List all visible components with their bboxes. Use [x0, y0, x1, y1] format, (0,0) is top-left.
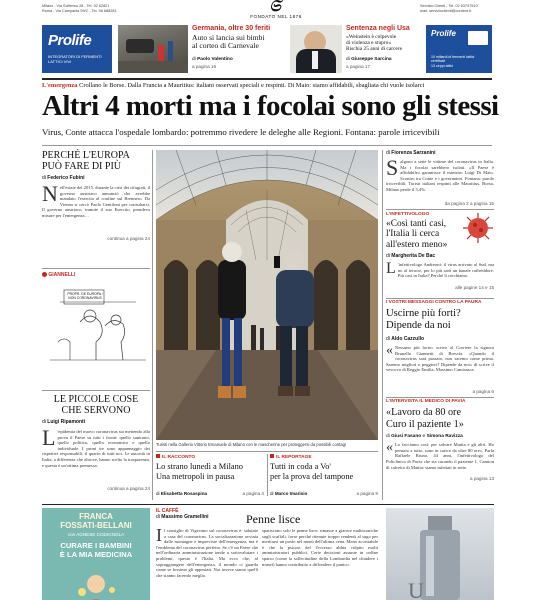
giannelli-cartoon-sign: PROPR. DE EUROPA / NON CORONAVIRUS — [67, 292, 103, 301]
right-divider-3 — [386, 397, 494, 398]
racconto-title: Lo strano lunedì a Milano Una metropoli in pausa — [156, 462, 243, 481]
teaser1-page: a pagina 16 — [192, 64, 217, 69]
teaser2-byline: di Giuseppe Sarcina — [346, 57, 392, 62]
doctor-kicker: L'INTERVISTA IL MEDICO DI PAVIA — [386, 399, 466, 404]
prolife-ad[interactable] — [42, 25, 112, 73]
letters-page: a pagina 6 — [472, 389, 494, 394]
giannelli-cartoon — [50, 282, 146, 364]
letters-body: « Nessuno più forte» scrive al Corriere la signora Brunella Giannetti di Brescia. «Quando il coronavirus sarà passato, non saremo come prima. Saremo migliori o peggiori? Dipende da noi» di scrive il vescovo di Reggio Emilia, Massimo Camisasca. — [386, 345, 494, 373]
letters-story[interactable] — [386, 300, 494, 394]
racconto-kicker: IL RACCONTO — [156, 454, 264, 460]
teaser2-title[interactable]: Sentenza negli Usa — [346, 25, 410, 32]
teaser1-title[interactable]: Germania, oltre 30 feriti — [192, 25, 271, 32]
letters-kicker: I VOSTRI MESSAGGI CONTRO LA PAURA — [386, 300, 482, 305]
perfume-ad[interactable] — [386, 508, 494, 600]
editorial-byline: di Federico Fubini — [42, 175, 85, 181]
bottom-divider — [42, 504, 494, 505]
strap-text: Crollano le Borse. Dalla Francia a Mauritius: italiani osservati speciali e respinti. Di Maio: siamo affidabili, sbagliata chi vuole isolarci — [79, 82, 425, 89]
svg-text:U: U — [408, 578, 424, 600]
teaser1-byline: di Paolo Valentino — [192, 57, 233, 62]
interview-body: L 'infettivologo Andreoni: il virus arrivato al Sud, ma no al terrore, per lo più sarà un banale raffreddore. Più casi in Italia? Perché li cerchiamo. — [386, 262, 494, 279]
book-coauthor: con AGNESE CODIGNOLA — [67, 532, 125, 537]
teaser2-page: a pagina 17 — [346, 64, 371, 69]
editorial-body: Nell'estate del 2015, durante la crisi dei rifugiati, il governo austriaco annunciò che avrebbe mandato l'esercito al confine sul Brennero. Da Vienna si cercò Paolo Gentiloni per consultarsi. Il governo austriaco, tramite il suo Esercito, prendeva misure per l'emergenza… — [42, 185, 150, 218]
doctor-body: « Lo facciamo così: per salvare Mattia e gli altri. Ho pensato a tutto, sono in carico da oltre 80 ore». Parla Raffaele Bruno, 44 anni, l'infettivologo del Policlinico di Pavia che sta curando il paziente 1. Camion di calcetto di Mattia: siamo infettati in sette. — [386, 442, 494, 470]
editorial-title: PERCHÉ L'EUROPA PUÒ FARE DI PIÙ — [42, 150, 130, 172]
racconto-byline: di Elisabetta Rosaspina a pagina 3 — [156, 491, 264, 497]
caffe-header: IL CAFFÈ di Massimo Gramellini — [156, 508, 209, 520]
prolife-tagline: INTEGRATORI DI FERMENTI LATTICI VIVI — [48, 54, 102, 64]
teaser1-photo — [118, 25, 188, 73]
opinion-page: continua a pagina 24 — [107, 486, 150, 491]
doctor-story[interactable] — [386, 399, 494, 481]
giannelli-label: GIANNELLI — [42, 272, 75, 278]
prolife-right-brand: Prolife — [431, 29, 456, 38]
story-racconto[interactable] — [156, 454, 264, 496]
caffe[interactable] — [156, 508, 378, 526]
strap — [42, 82, 494, 90]
interview-byline: di Margherita De Bac — [386, 253, 436, 260]
strap-kicker: L'emergenza — [42, 82, 78, 89]
prolife-ad-right[interactable] — [426, 25, 492, 73]
right-top-byline: di Fiorenza Sarzanini — [386, 150, 436, 156]
right-divider-1 — [386, 209, 494, 210]
under-photo-divider — [156, 451, 378, 452]
left-col-rule — [152, 150, 153, 500]
interview-page: alle pagine 14 e 15 — [455, 285, 494, 291]
book-ad[interactable] — [42, 508, 150, 600]
opinion-byline: di Luigi Ripamonti — [42, 419, 86, 425]
doctor-title: «Lavoro da 80 ore Curo il paziente 1» — [386, 407, 464, 430]
masthead-logo: 𝔖 — [269, 0, 281, 15]
under-photo-rule — [267, 454, 268, 496]
masthead-right-info: Servizio Clienti - Tel. 02 63797510 mail: servizioclienti@corriere.it — [420, 4, 478, 13]
teaser2-headline[interactable]: «Weinstein è colpevole di violenza e stupro» Rischia 25 anni di carcere — [346, 34, 402, 53]
masthead-founded: FONDATO NEL 1876 — [250, 14, 302, 19]
main-headline[interactable]: Altri 4 morti ma i focolai sono gli stessi — [42, 90, 499, 122]
doctor-page: a pagina 13 — [469, 476, 494, 482]
opinion-body: L 'epidemia del nuovo coronavirus sta mettendo alla prova il Paese su tutti i fronti: quello sanitario, quello politico, quello economico e quello individuale. I primi tre sono appannaggio dei rispettivi responsabili, il quarto di tutti noi. Le autorità in Italia, a differenza che altrove, hanno scelto la trasparenza, e questa è un'ottima premessa. — [42, 429, 150, 468]
book-title: CURARE I BAMBINI È LA MIA MEDICINA — [59, 541, 133, 559]
letters-byline: di Aldo Cazzullo — [386, 336, 425, 342]
right-top-page: da pagina 2 a pagina 15 — [444, 201, 494, 206]
opinion[interactable] — [42, 394, 150, 491]
masthead-divider — [42, 78, 492, 80]
left-divider-1 — [42, 268, 150, 269]
right-top-body: Salgono a sette le vittime del coronavirus in Italia. Ma i focolai sarebbero isolati. «Il Paese è affidabile» garantisce il ministro Luigi Di Maio. Scontro tra Conte e i governatori. Fontana: parole irricevibili. Turisti italiani respinti alle Mauritius. Borsa, Milano perde il 5,4%. — [386, 159, 494, 192]
virus-icon — [462, 212, 494, 244]
photo-caption: Turisti nella Galleria Vittorio Emanuele di Milano con le mascherine per proteggersi da possibili contagi — [156, 442, 346, 447]
book-illustration — [72, 570, 120, 600]
right-col-rule — [382, 150, 383, 500]
right-divider-2 — [386, 298, 494, 299]
teaser1-headline[interactable]: Auto si lancia sui bimbi al corteo di Carnevale — [192, 33, 265, 51]
reportage-title: Tutti in coda a Vo' per la prova del tampone — [270, 462, 354, 481]
doctor-byline: di Giusi Fasano e Simona Ravizza — [386, 434, 463, 440]
letters-title: Uscirne più forti? Dipende da noi — [386, 308, 461, 331]
interview-title: «Così tanti casi, l'Italia li cerca all'estero meno» — [386, 219, 448, 250]
masthead-left-info: Milano - Via Solferino 28 - Tel. 02 62821 Roma - Via Campania 59/C - Tel. 06 688281 — [42, 4, 117, 13]
main-photo[interactable] — [156, 150, 378, 440]
editorial[interactable] — [42, 150, 150, 241]
prolife-right-text: 10 miliardi di fermenti lattici certificati 13 ceppi attivi — [431, 55, 475, 68]
caffe-col-1: Il consiglio di Vigevano sul coronavirus è: salutate a casa del coronavirus. La socializzazione avviata dalle montagne e impreviste dell'emergenza, ma è l'emblema del coronavirus perfetto. Se c'è un Paese che nell'ordinaria amministrazione tende a sottovalutare i problemi, questo è l'Italia. Ma ecco che, al sopraggiungere dell'emergenza, il mondo ci guarda come se fossimo gli appestati. Noi invece siamo quelli che stanno facendo meglio. — [156, 528, 258, 578]
headline-divider — [42, 145, 492, 146]
caffe-col-2: spariscono solo le penne lisce, rimasse a giacere malinconiche sugli scaffali, forse perché ritenute troppo rendenti al sugo per meritarsi un posto nel menù dell'ultima cena. Meno accettabile è che la psicosi del l'eccesso abbia colpito molti amministratori pubblici. Certe decisioni assunte in ordine sparso (come la sollecitudine della Lombardia nel chiudere i musei) hanno contribuito a diffondere il panico. — [262, 528, 378, 567]
interview-story[interactable] — [386, 212, 494, 290]
editorial-page: continua a pagina 24 — [107, 236, 150, 241]
book-author: FRANCA FOSSATI-BELLANI — [60, 512, 132, 530]
left-divider-2 — [42, 390, 150, 391]
caffe-title: Penne lisce — [246, 512, 301, 526]
prolife-brand: Prolife — [48, 32, 92, 49]
subheadline: Virus, Conte attacca l'ospedale lombardo: potremmo rivedere le deleghe alle Regioni. Fontana: parole irricevibili — [42, 127, 440, 137]
reportage-byline: di Marco Imarisio a pagina 9 — [270, 491, 378, 497]
reportage-kicker: IL REPORTAGE — [270, 454, 378, 460]
teaser2-photo — [290, 25, 342, 73]
story-reportage[interactable] — [270, 454, 378, 496]
right-top-story[interactable] — [386, 150, 494, 206]
interview-kicker: L'INFETTIVOLOGO — [386, 212, 430, 217]
opinion-title: LE PICCOLE COSE CHE SERVONO — [53, 394, 139, 416]
